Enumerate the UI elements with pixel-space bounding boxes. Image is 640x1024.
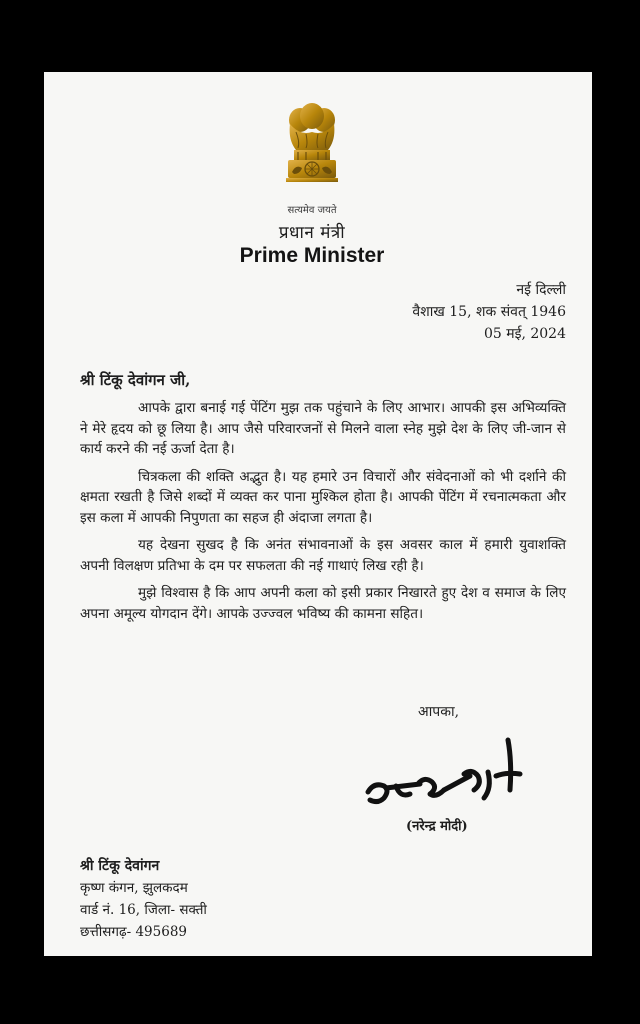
letter-body xyxy=(80,398,566,631)
recipient-address-line: वार्ड नं. 16, जिला- सक्ती xyxy=(80,902,207,918)
letter-date-saka: वैशाख 15, शक संवत् 1946 xyxy=(412,304,566,320)
emblem-motto: सत्यमेव जयते xyxy=(287,205,337,216)
letter-date-gregorian: 05 मई, 2024 xyxy=(483,326,566,342)
handwritten-signature xyxy=(360,732,540,812)
office-title-english: Prime Minister xyxy=(239,244,385,267)
letter-closing: आपका, xyxy=(418,704,460,720)
letter-page xyxy=(44,72,592,956)
body-paragraph: चित्रकला की शक्ति अद्भुत है। यह हमारे उन विचारों और संवेदनाओं को भी दर्शाने की क्षमता रखती है जिसे शब्दों में व्यक्त कर पाना मुश्किल होता है। आपकी पेंटिंग में रचनात्मकता और इस कला में आपकी निपुणता का सहज ही अंदाजा लगता है। xyxy=(80,468,566,526)
body-paragraph: आपके द्वारा बनाई गई पेंटिंग मुझ तक पहुंचाने के लिए आभार। आपकी इस अभिव्यक्ति ने मेरे हृदय को छू लिया है। आप जैसे परिवारजनों से मिलने वाला स्नेह मुझे देश के लिए जी-जान से कार्य करने की नई ऊर्जा देता है। xyxy=(80,400,566,457)
signer-name: (नरेन्द्र मोदी) xyxy=(406,819,468,834)
recipient-name: श्री टिंकू देवांगन xyxy=(80,858,160,874)
office-title-hindi: प्रधान मंत्री xyxy=(278,223,346,243)
letter-place: नई दिल्ली xyxy=(516,282,566,298)
letter-salutation: श्री टिंकू देवांगन जी, xyxy=(80,371,191,389)
body-paragraph: यह देखना सुखद है कि अनंत संभावनाओं के इस अवसर काल में हमारी युवाशक्ति अपनी विलक्षण प्रतिभा के दम पर सफलता की नई गाथाएं लिख रही है। xyxy=(80,537,566,574)
body-paragraph: मुझे विश्वास है कि आप अपनी कला को इसी प्रकार निखारते हुए देश व समाज के लिए अपना अमूल्य योगदान देंगे। आपके उज्ज्वल भविष्य की कामना सहित। xyxy=(80,585,566,622)
state-emblem-icon xyxy=(280,102,344,200)
recipient-address-line: छत्तीसगढ़- 495689 xyxy=(80,924,188,940)
recipient-address-line: कृष्ण कंगन, झुलकदम xyxy=(80,880,188,896)
